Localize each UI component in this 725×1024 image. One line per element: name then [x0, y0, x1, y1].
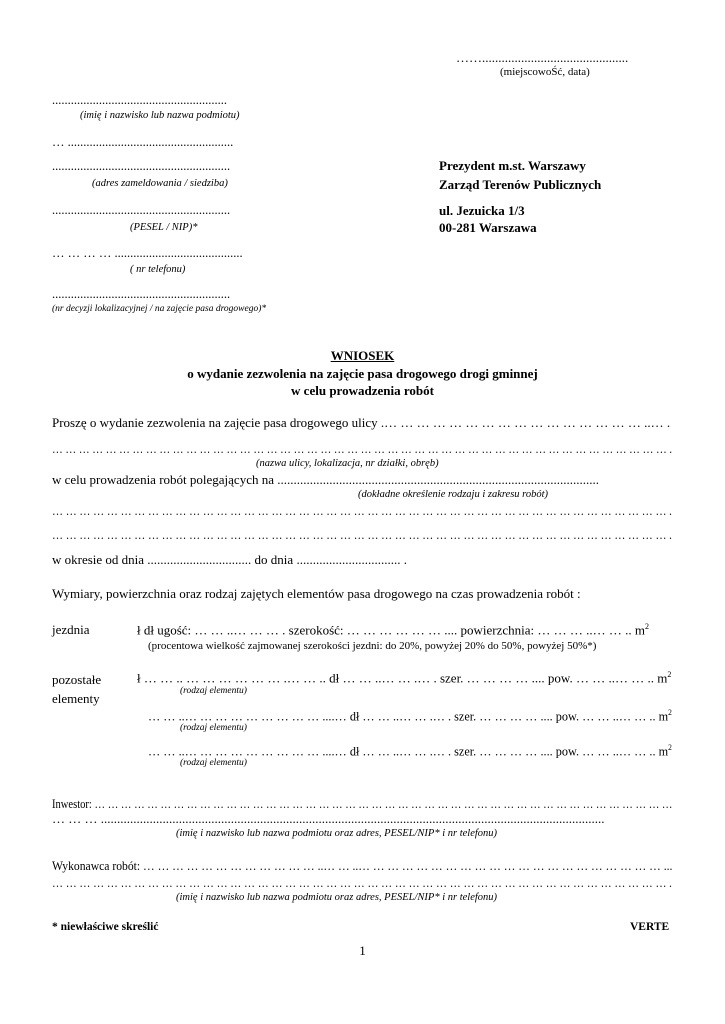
applicant-phone-caption: ( nr telefonu) — [130, 264, 186, 275]
investor-line2: … … … ........................................................................................................................................................... — [52, 811, 605, 826]
page-number: 1 — [359, 943, 366, 958]
request-line: Proszę o wydanie zezwolenia na zajęcie pasa drogowego ulicy .… … … … … … … … … … … … … … … … ..… . — [52, 415, 671, 430]
other-row-3-caption: (rodzaj elementu) — [180, 758, 247, 768]
verte-label: VERTE — [630, 921, 670, 933]
applicant-address-dots: ......................................................... — [52, 159, 231, 173]
investor-line1: Inwestor: … … … … … … … … … … … … … … … … … … … … … … … … … … … … … … … … … … … … … … … … … … … … — [52, 796, 673, 811]
contractor-line1: Wykonawca robót: … … … … … … … … … … … … ..… … ..… … … … … … … … … … … … … … … … … … … … … ... — [52, 858, 673, 873]
other-label-2: elementy — [52, 691, 100, 706]
applicant-name-caption: (imię i nazwisko lub nazwa podmiotu) — [80, 110, 240, 121]
other-row-2: … … ..… … … … … … … … … ....… dł … … ..… … .… . szer. … … … … .... pow. … … ..… … .. $m^2$ — [148, 708, 672, 724]
period-line: w okresie od dnia ................................ do dnia ................................ . — [52, 552, 407, 567]
footer-note: * niewłaściwe skreślić — [52, 921, 159, 933]
dimensions-heading: Wymiary, powierzchnia oraz rodzaj zajętych elementów pasa drogowego na czas prowadzenia robót : — [52, 586, 581, 601]
contractor-line2: … … … … … … … … … … … … … … … … … … … … … … … … … … … … … … … … … … … … … … … … … … … … … . — [52, 875, 672, 890]
recipient-line1: Prezydent m.st. Warszawy — [439, 158, 586, 173]
recipient-line2: Zarząd Terenów Publicznych — [439, 177, 602, 192]
document-title-line1: o wydanie zezwolenia na zajęcie pasa drogowego drogi gminnej — [187, 366, 538, 381]
jezdnia-values: ł dł ugość: … … ..… … … . szerokość: … … … … … … .... powierzchnia: … … … ..… … .. $m^2$ — [137, 622, 650, 638]
applicant-line2: … ..................................................... — [52, 135, 234, 149]
document-title-line2: w celu prowadzenia robót — [291, 383, 434, 398]
street-dots: … … … … … … … … … … … … … … … … … … … … … … … … … … … … … … … … … … … … … … … … … … … … … … . — [52, 441, 673, 456]
applicant-pesel-dots: ......................................................... — [52, 203, 231, 217]
other-row-2-caption: (rodzaj elementu) — [180, 723, 247, 733]
recipient-line3: ul. Jezuicka 1/3 — [439, 203, 525, 218]
investor-caption: (imię i nazwisko lub nazwa podmiotu oraz adres, PESEL/NIP* i nr telefonu) — [176, 828, 498, 839]
other-row-1-caption: (rodzaj elementu) — [180, 686, 247, 696]
other-row-1: ł … … .. … … … … … … .… … .. dł … … ..… … .… . szer. … … … … .... pow. … … ..… … .. $m^2$ — [137, 670, 672, 686]
applicant-name-dots: ........................................................ — [52, 93, 227, 107]
other-label-1: pozostałe — [52, 672, 102, 687]
recipient-line4: 00-281 Warszawa — [439, 220, 537, 235]
place-date-caption: (miejscowoŚć, data) — [500, 66, 590, 78]
applicant-decision-caption: (nr decyzji lokalizacyjnej / na zajęcie pasa drogowego)* — [52, 304, 267, 314]
document-heading: WNIOSEK — [330, 348, 395, 363]
other-row-3: … … ..… … … … … … … … … ....… dł … … ..… … .… . szer. … … … … .... pow. … … ..… … .. $m^2$ — [148, 743, 672, 759]
jezdnia-label: jezdnia — [52, 622, 90, 637]
works-dots-1: … … … … … … … … … … … … … … … … … … … … … … … … … … … … … … … … … … … … … … … … … … … … … . — [52, 503, 672, 518]
applicant-phone-dots: … … … … ......................................... — [52, 246, 243, 260]
applicant-pesel-caption: (PESEL / NIP)* — [130, 222, 198, 233]
contractor-caption: (imię i nazwisko lub nazwa podmiotu oraz adres, PESEL/NIP* i nr telefonu) — [176, 892, 498, 903]
works-dots-2: … … … … … … … … … … … … … … … … … … … … … … … … … … … … … … … … … … … … … … … … … … … … … . — [52, 527, 672, 542]
place-date-dots: ……............................................. — [456, 50, 629, 65]
jezdnia-note: (procentowa wielkość zajmowanej szerokości jezdni: do 20%, powyżej 20% do 50%, powyżej 50%*) — [148, 640, 597, 652]
works-line: w celu prowadzenia robót polegających na ................................................................................................... — [52, 472, 599, 487]
street-caption: (nazwa ulicy, lokalizacja, nr działki, obręb) — [256, 458, 439, 469]
applicant-address-caption: (adres zameldowania / siedziba) — [92, 178, 228, 189]
works-caption: (dokładne określenie rodzaju i zakresu robót) — [358, 489, 549, 500]
applicant-decision-dots: ......................................................... — [52, 287, 231, 301]
